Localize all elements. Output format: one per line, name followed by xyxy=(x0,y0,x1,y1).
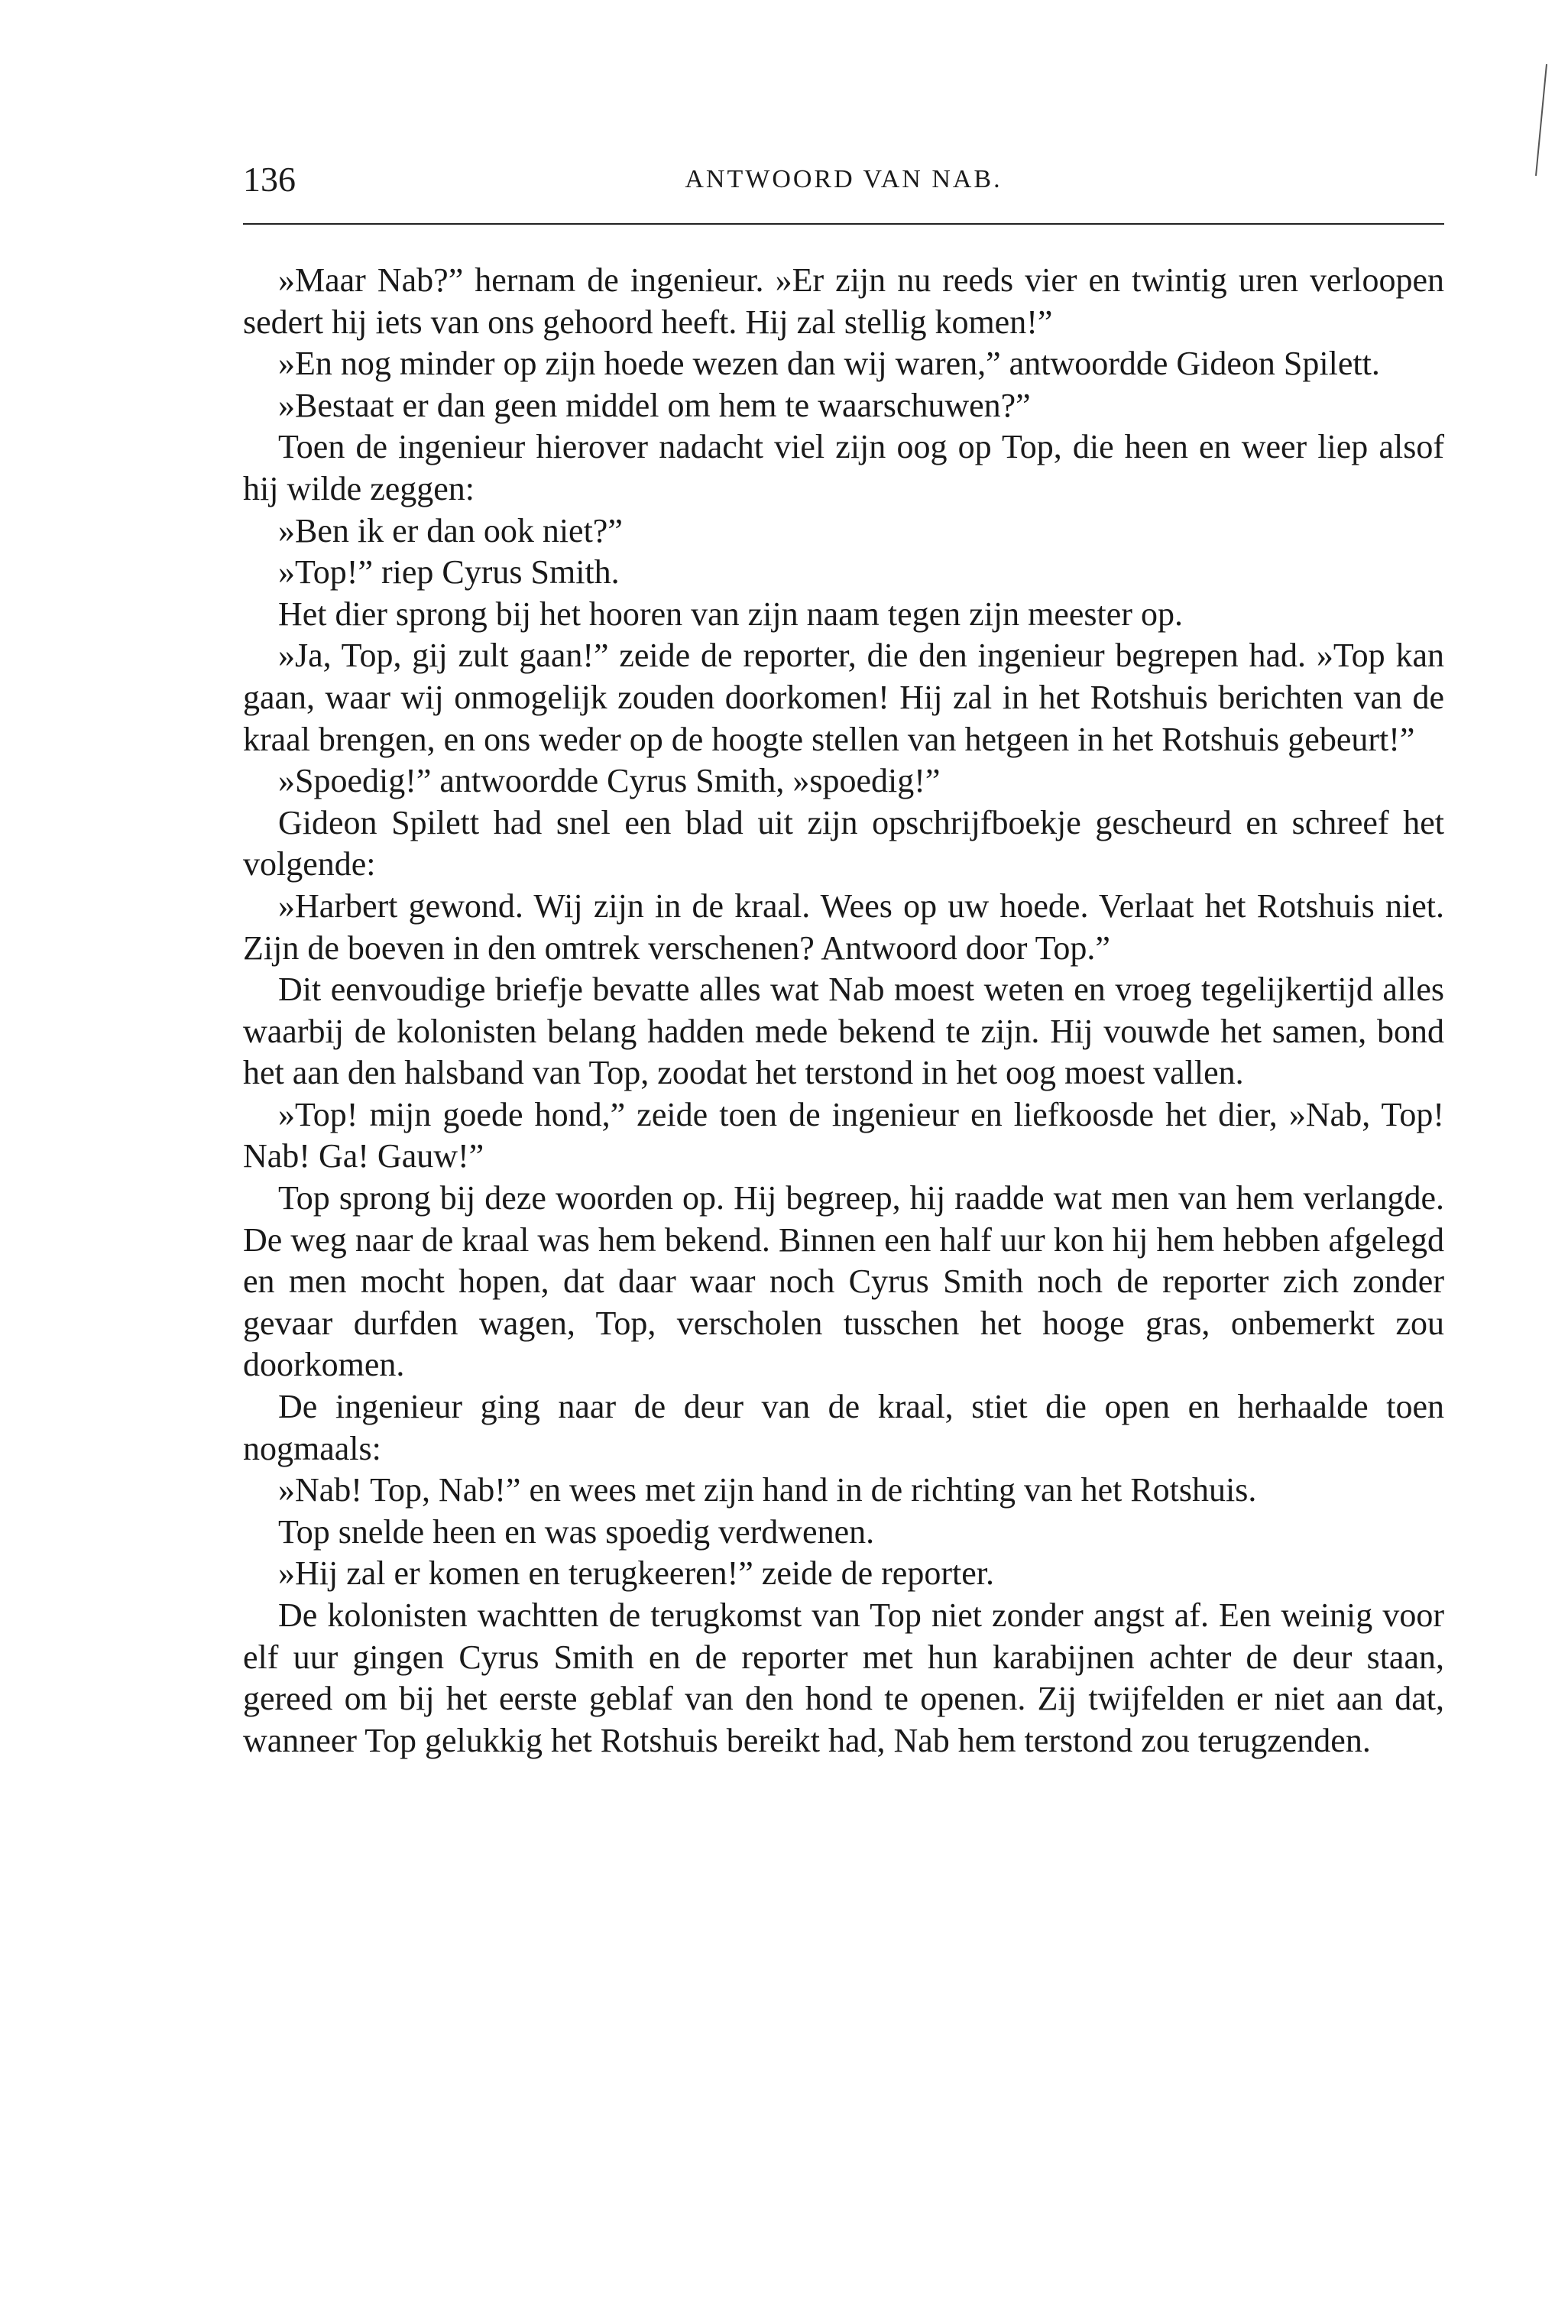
paragraph: »Bestaat er dan geen middel om hem te waarschuwen?” xyxy=(278,386,1031,424)
paragraph: »Spoedig!” antwoordde Cyrus Smith, »spoedig!” xyxy=(278,762,941,800)
running-title: ANTWOORD VAN NAB. xyxy=(685,165,1003,193)
paragraph: »Top! mijn goede hond,” zeide toen de ingenieur en liefkoosde het dier, »Nab, Top! Nab! Ga! Gauw!” xyxy=(243,1095,1444,1175)
paragraph: »Hij zal er komen en terugkeeren!” zeide de reporter. xyxy=(278,1554,994,1593)
paragraph: De ingenieur ging naar de deur van de kraal, stiet die open en herhaalde toen nogmaals: xyxy=(243,1388,1444,1467)
paragraph: »Top!” riep Cyrus Smith. xyxy=(278,553,620,592)
paragraph: Toen de ingenieur hierover nadacht viel zijn oog op Top, die heen en weer liep alsof hij wilde zeggen: xyxy=(243,428,1444,507)
page-number: 136 xyxy=(243,160,296,199)
paragraph: »Nab! Top, Nab!” en wees met zijn hand in de richting van het Rotshuis. xyxy=(278,1471,1257,1509)
paragraph: »Harbert gewond. Wij zijn in de kraal. Wees op uw hoede. Verlaat het Rotshuis niet. Zijn de boeven in den omtrek verschenen? Antwoord door Top.” xyxy=(243,886,1444,967)
paragraph: Het dier sprong bij het hooren van zijn naam tegen zijn meester op. xyxy=(278,595,1183,633)
paragraph: »Maar Nab?” hernam de ingenieur. »Er zijn nu reeds vier en twintig uren verloopen sedert hij iets van ons gehoord heeft. Hij zal stellig komen!” xyxy=(243,261,1444,341)
paragraph: »En nog minder op zijn hoede wezen dan wij waren,” antwoordde Gideon Spilett. xyxy=(278,345,1380,383)
paragraph: Dit eenvoudige briefje bevatte alles wat Nab moest weten en vroeg tegelijkertijd alles waarbij de kolonisten belang hadden mede bekend te zijn. Hij vouwde het samen, bond het aan den halsband van Top, zoodat het terstond in het oog moest vallen. xyxy=(243,971,1444,1092)
paragraph: »Ja, Top, gij zult gaan!” zeide de reporter, die den ingenieur begrepen had. »Top kan gaan, waar wij onmogelijk zouden doorkomen! Hij zal in het Rotshuis berichten van de kraal brengen, en ons weder op de hoogte stellen van hetgeen in het Rotshuis gebeurt!” xyxy=(243,637,1444,758)
body-text xyxy=(243,260,1444,1762)
paragraph: »Ben ik er dan ook niet?” xyxy=(278,511,623,549)
paragraph: Gideon Spilett had snel een blad uit zijn opschrijfboekje gescheurd en schreef het volgende: xyxy=(243,803,1444,883)
paragraph: De kolonisten wachtten de terugkomst van Top niet zonder angst af. Een weinig voor elf uur gingen Cyrus Smith en de reporter met hun karabijnen achter de deur staan, gereed om bij het eerste geblaf van den hond te openen. Zij twijfelden er niet aan dat, wanneer Top gelukkig het Rotshuis bereikt had, Nab hem terstond zou terugzenden. xyxy=(243,1596,1444,1759)
paragraph: Top snelde heen en was spoedig verdwenen. xyxy=(278,1512,875,1551)
page-header xyxy=(243,153,1444,206)
header-rule xyxy=(243,223,1444,225)
margin-pencil-mark xyxy=(1530,61,1553,191)
paragraph: Top sprong bij deze woorden op. Hij begreep, hij raadde wat men van hem verlangde. De weg naar de kraal was hem bekend. Binnen een half uur kon hij hem hebben afgelegd en men mocht hopen, dat daar waar noch Cyrus Smith noch de reporter zich zonder gevaar durfden wagen, Top, verscholen tusschen het hooge gras, onbemerkt zou doorkomen. xyxy=(243,1179,1444,1384)
